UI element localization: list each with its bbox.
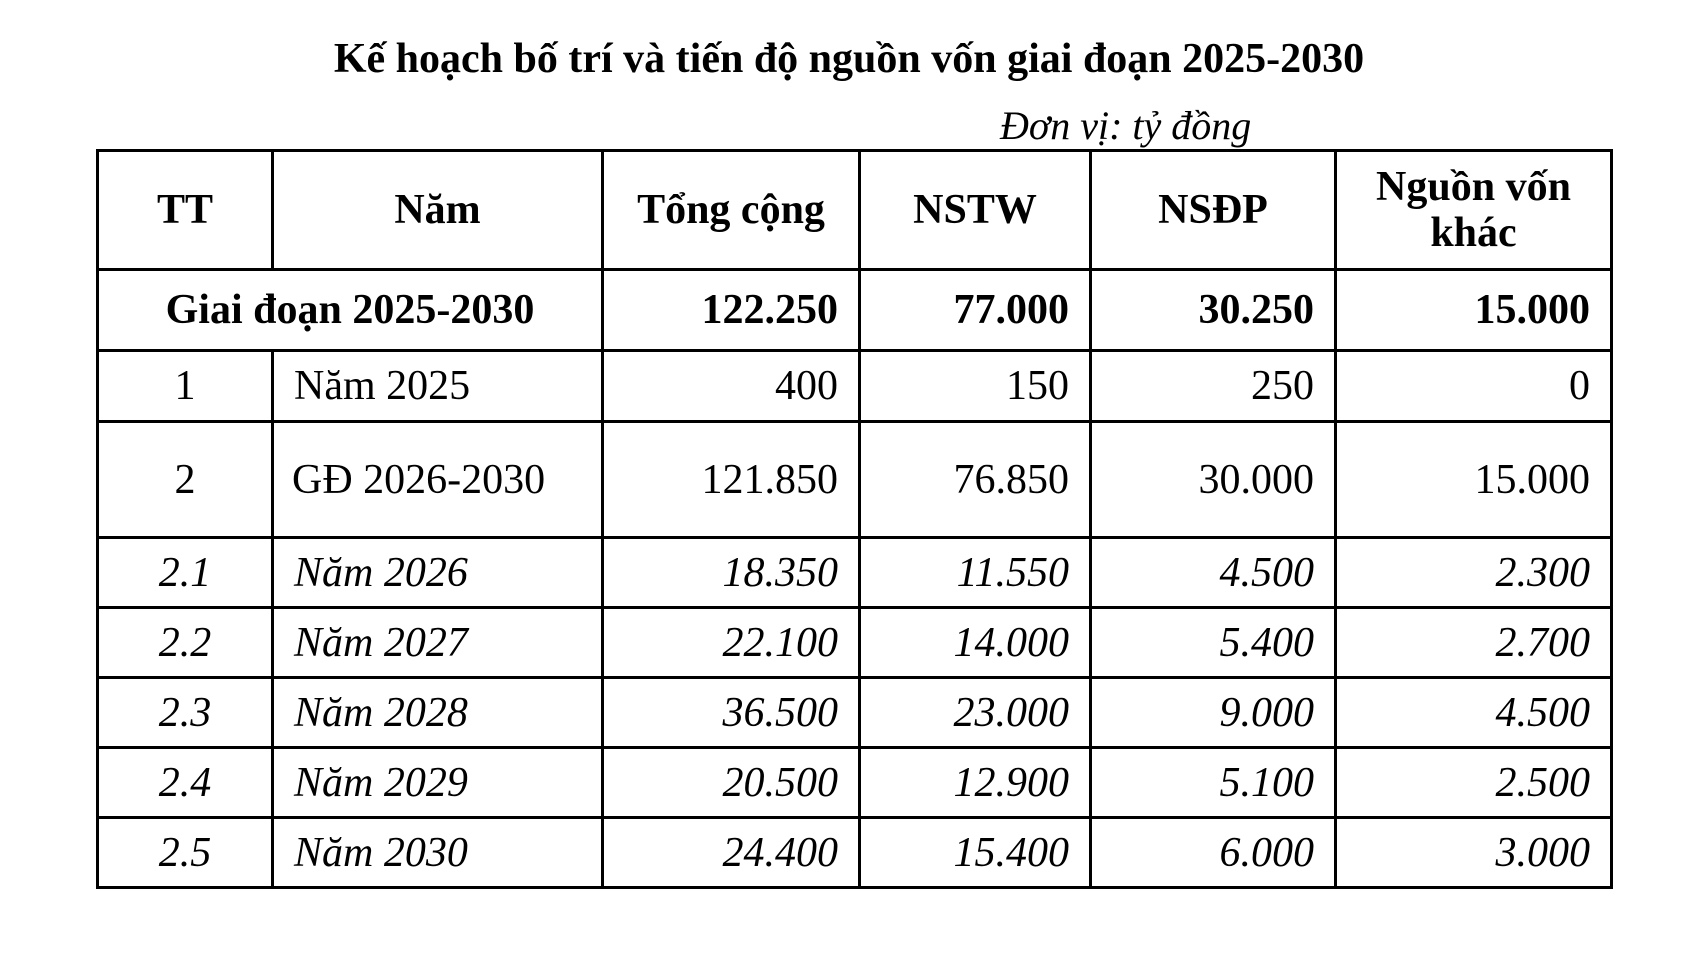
row-nguon-von-khac: 2.700	[1336, 608, 1612, 678]
row-nsdp: 4.500	[1091, 538, 1336, 608]
summary-nstw: 77.000	[860, 270, 1091, 351]
table-row	[98, 422, 1612, 538]
header-nstw: NSTW	[860, 151, 1091, 270]
row-nsdp: 5.400	[1091, 608, 1336, 678]
row-tong-cong: 18.350	[603, 538, 860, 608]
summary-tong-cong: 122.250	[603, 270, 860, 351]
row-nsdp: 30.000	[1091, 422, 1336, 538]
header-tt: TT	[98, 151, 273, 270]
row-nstw: 12.900	[860, 748, 1091, 818]
row-nguon-von-khac: 15.000	[1336, 422, 1612, 538]
row-nstw: 11.550	[860, 538, 1091, 608]
row-tong-cong: 24.400	[603, 818, 860, 888]
summary-row	[98, 270, 1612, 351]
header-nguon-von-khac: Nguồn vốn khác	[1336, 151, 1612, 270]
row-tong-cong: 20.500	[603, 748, 860, 818]
table-row	[98, 538, 1612, 608]
row-nguon-von-khac: 2.300	[1336, 538, 1612, 608]
row-nstw: 15.400	[860, 818, 1091, 888]
row-tong-cong: 400	[603, 351, 860, 422]
row-nstw: 23.000	[860, 678, 1091, 748]
row-nam: Năm 2030	[273, 818, 603, 888]
row-tt: 2.5	[98, 818, 273, 888]
header-tong-cong: Tổng cộng	[603, 151, 860, 270]
row-tt: 1	[98, 351, 273, 422]
row-nsdp: 250	[1091, 351, 1336, 422]
table-row	[98, 608, 1612, 678]
row-nsdp: 6.000	[1091, 818, 1336, 888]
header-nam: Năm	[273, 151, 603, 270]
row-tong-cong: 22.100	[603, 608, 860, 678]
row-nam: Năm 2026	[273, 538, 603, 608]
row-nguon-von-khac: 4.500	[1336, 678, 1612, 748]
row-nam: GĐ 2026-2030	[273, 422, 603, 538]
row-tong-cong: 121.850	[603, 422, 860, 538]
summary-nsdp: 30.250	[1091, 270, 1336, 351]
summary-label: Giai đoạn 2025-2030	[98, 270, 603, 351]
row-tt: 2.4	[98, 748, 273, 818]
summary-nguon-von-khac: 15.000	[1336, 270, 1612, 351]
row-nsdp: 9.000	[1091, 678, 1336, 748]
table-row	[98, 351, 1612, 422]
document-title: Kế hoạch bố trí và tiến độ nguồn vốn giai đoạn 2025-2030	[333, 36, 1365, 82]
row-tong-cong: 36.500	[603, 678, 860, 748]
header-nsdp: NSĐP	[1091, 151, 1336, 270]
row-nam: Năm 2025	[273, 351, 603, 422]
row-tt: 2	[98, 422, 273, 538]
table-row	[98, 678, 1612, 748]
row-nsdp: 5.100	[1091, 748, 1336, 818]
row-tt: 2.2	[98, 608, 273, 678]
funding-plan-table	[96, 149, 1613, 889]
table-header-row	[98, 151, 1612, 270]
table-row	[98, 748, 1612, 818]
row-nguon-von-khac: 2.500	[1336, 748, 1612, 818]
row-nam: Năm 2027	[273, 608, 603, 678]
row-nstw: 150	[860, 351, 1091, 422]
row-nstw: 14.000	[860, 608, 1091, 678]
row-nstw: 76.850	[860, 422, 1091, 538]
row-nam: Năm 2029	[273, 748, 603, 818]
row-nam: Năm 2028	[273, 678, 603, 748]
row-tt: 2.1	[98, 538, 273, 608]
row-nguon-von-khac: 3.000	[1336, 818, 1612, 888]
unit-label: Đơn vị: tỷ đồng	[1000, 103, 1252, 148]
row-tt: 2.3	[98, 678, 273, 748]
table-row	[98, 818, 1612, 888]
row-nguon-von-khac: 0	[1336, 351, 1612, 422]
